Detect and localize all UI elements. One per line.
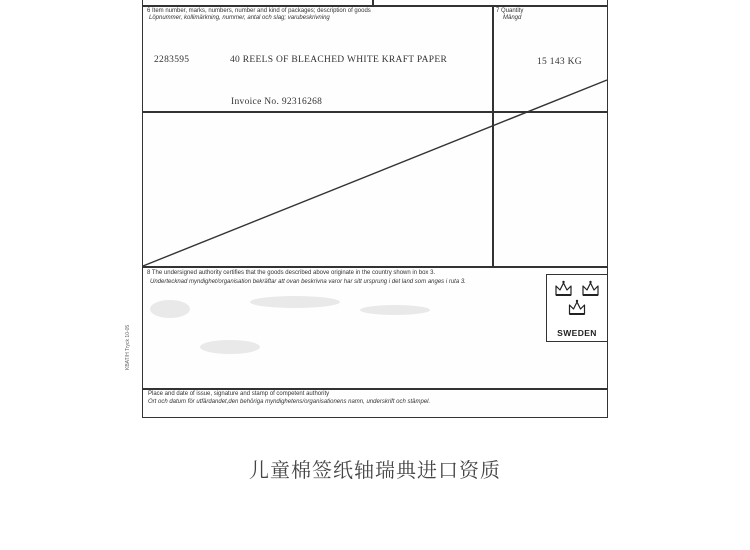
page-caption: 儿童棉签纸轴瑞典进口资质: [249, 458, 501, 482]
invoice-number: Invoice No. 92316268: [231, 97, 323, 107]
item-number: 2283595: [154, 55, 190, 65]
box8-certification-text: 8 The undersigned authority certifies that the goods described above originate in the country shown in box 3.: [147, 270, 436, 276]
box6-header-sv: Löpnummer, kollimärkning, nummer, antal och slag; varubeskrivning: [149, 15, 330, 21]
place-date-label-sv: Ort och datum för utfärdandet,den behöriga myndighetens/organisationens namn, underskrift och stämpel.: [148, 399, 431, 405]
place-date-label: Place and date of issue, signature and stamp of competent authority: [148, 391, 330, 397]
scan-speck: [150, 300, 190, 318]
quantity-value: 15 143 KG: [537, 57, 582, 67]
scan-speck: [360, 305, 430, 315]
scan-speck: [200, 340, 260, 354]
box6-header: 6 Item number, marks, numbers, number and kind of packages; description of goods: [147, 8, 371, 14]
scan-speck: [250, 296, 340, 308]
box8-certification-text-sv: Undertecknad myndighet/organisation bekräftar att ovan beskrivna varor har sitt ursprung i det land som anges i ruta 3.: [150, 279, 466, 285]
emblem-country-label: SWEDEN: [557, 328, 597, 338]
box7-header: 7 Quantity: [496, 8, 524, 14]
three-crowns-icon: [547, 275, 607, 325]
box7-header-sv: Mängd: [503, 15, 522, 21]
sweden-emblem: [546, 274, 608, 342]
form-print-code: KBAT/H Tryck 10-05: [125, 324, 131, 370]
goods-description: 40 REELS OF BLEACHED WHITE KRAFT PAPER: [230, 55, 448, 65]
